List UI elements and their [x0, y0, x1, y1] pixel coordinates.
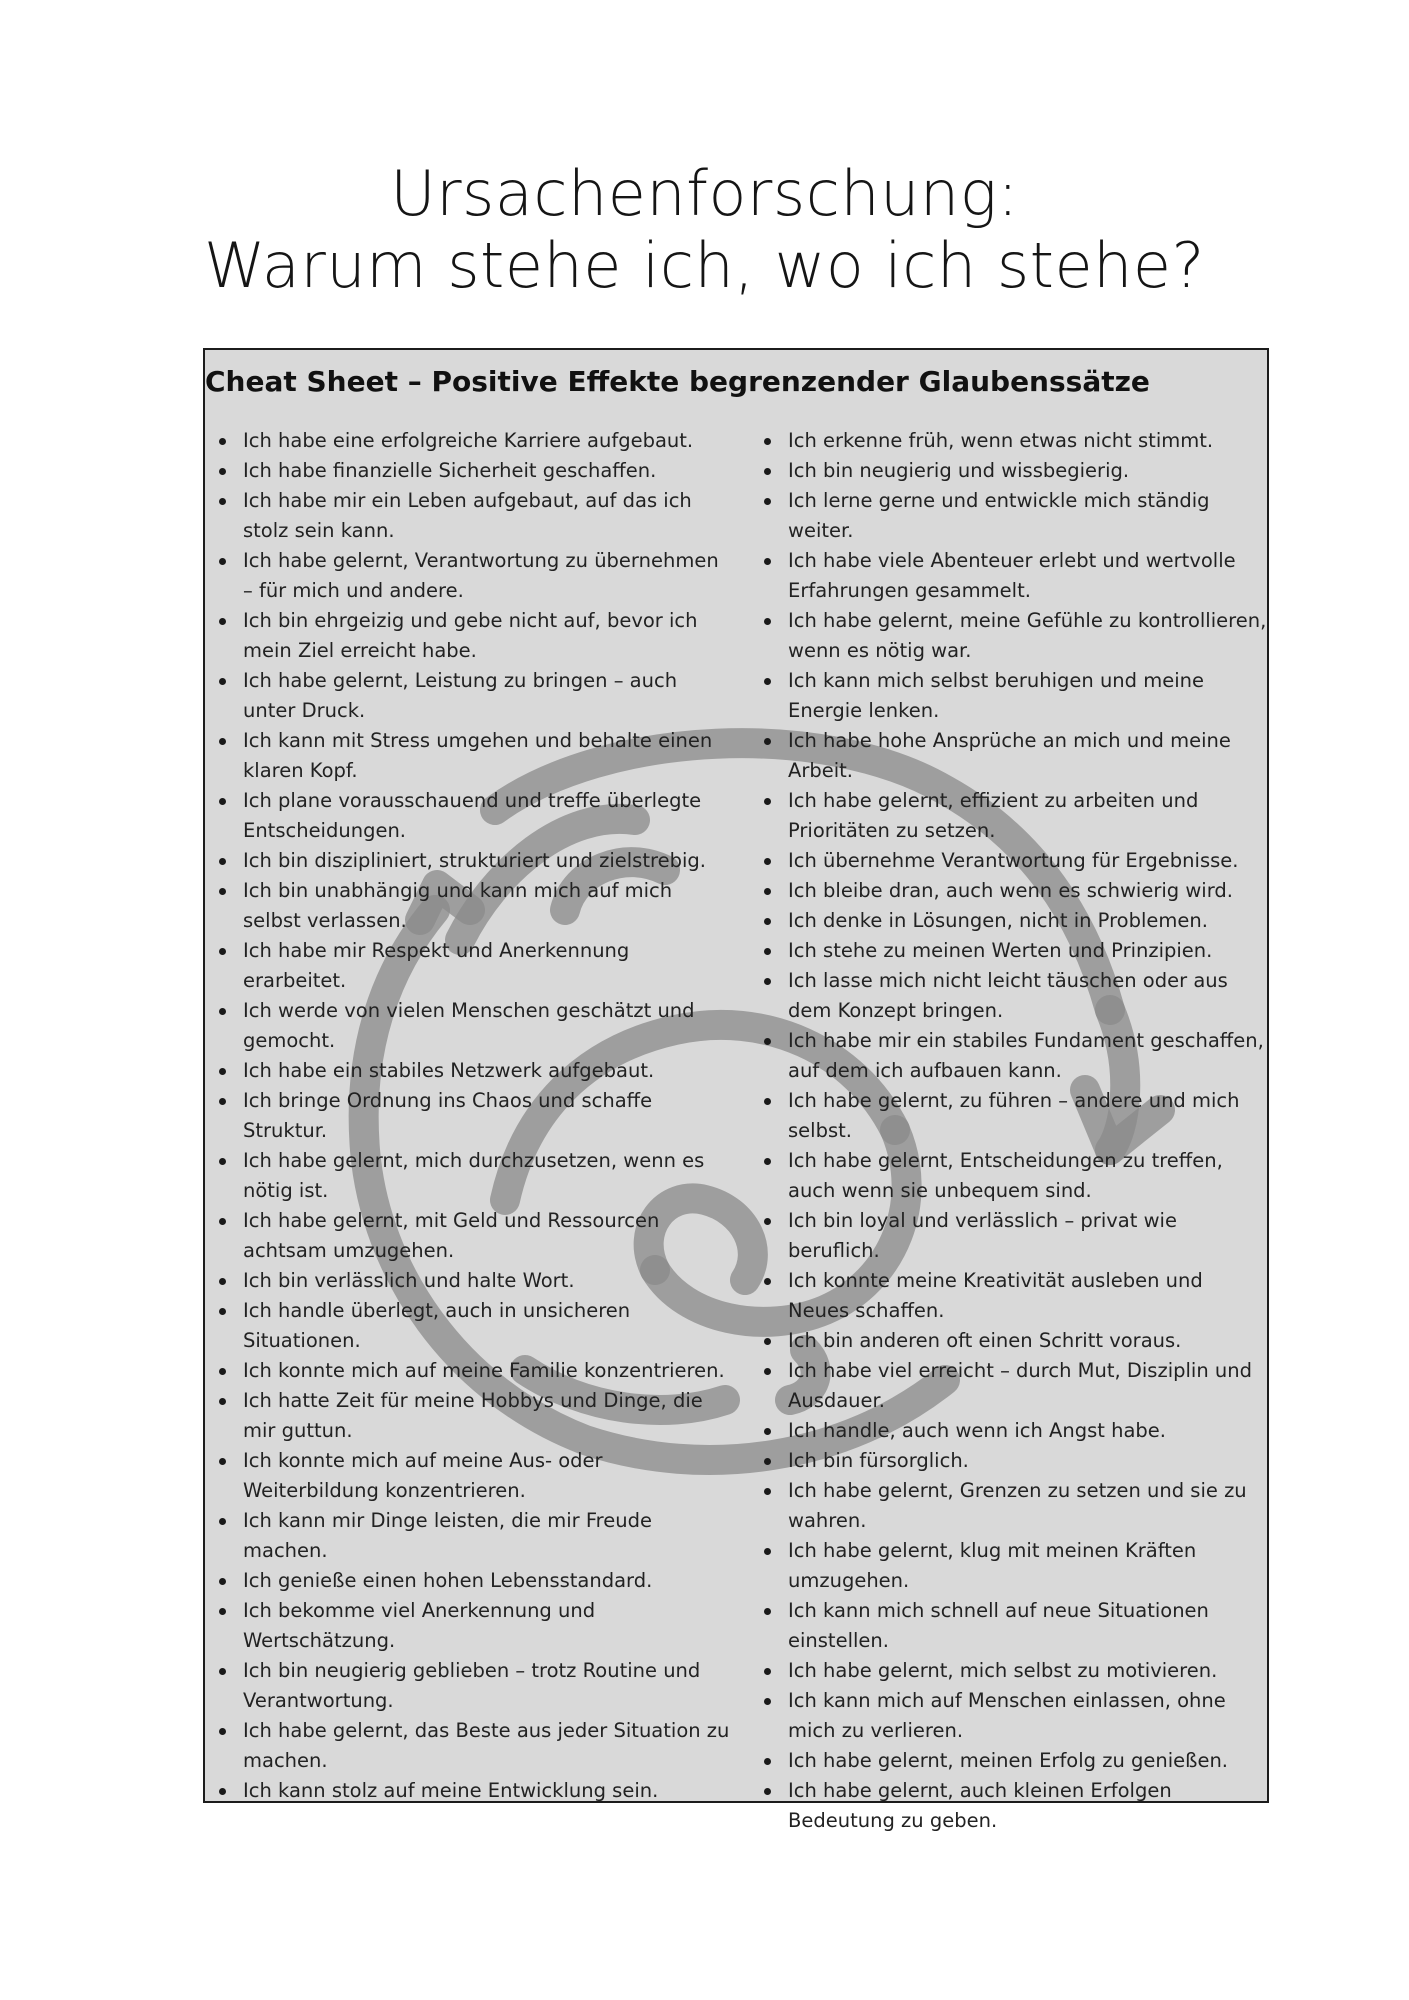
- list-item: Ich habe gelernt, mit Geld und Ressourcen achtsam umzugehen.: [243, 1206, 733, 1266]
- list-item: Ich habe mir ein Leben aufgebaut, auf das ich stolz sein kann.: [243, 486, 733, 546]
- list-item: Ich habe gelernt, klug mit meinen Kräften umzugehen.: [788, 1536, 1268, 1596]
- list-item: Ich konnte mich auf meine Aus- oder Weiterbildung konzentrieren.: [243, 1446, 733, 1506]
- list-item: Ich handle überlegt, auch in unsicheren Situationen.: [243, 1296, 733, 1356]
- list-item: Ich habe gelernt, meine Gefühle zu kontrollieren, wenn es nötig war.: [788, 606, 1268, 666]
- list-item: Ich habe gelernt, Leistung zu bringen – auch unter Druck.: [243, 666, 733, 726]
- list-item: Ich habe mir Respekt und Anerkennung erarbeitet.: [243, 936, 733, 996]
- list-item: Ich habe gelernt, Grenzen zu setzen und sie zu wahren.: [788, 1476, 1268, 1536]
- list-item: Ich kann mir Dinge leisten, die mir Freude machen.: [243, 1506, 733, 1566]
- list-item: Ich bin loyal und verlässlich – privat wie beruflich.: [788, 1206, 1268, 1266]
- list-item: Ich bin neugierig und wissbegierig.: [788, 456, 1268, 486]
- list-item: Ich lasse mich nicht leicht täuschen oder aus dem Konzept bringen.: [788, 966, 1268, 1026]
- left-benefit-list: [243, 426, 733, 1806]
- list-item: Ich bin diszipliniert, strukturiert und zielstrebig.: [243, 846, 733, 876]
- list-item: Ich kann stolz auf meine Entwicklung sein.: [243, 1776, 733, 1806]
- list-item: Ich habe gelernt, meinen Erfolg zu genießen.: [788, 1746, 1268, 1776]
- list-item: Ich denke in Lösungen, nicht in Problemen.: [788, 906, 1268, 936]
- list-item: Ich hatte Zeit für meine Hobbys und Dinge, die mir guttun.: [243, 1386, 733, 1446]
- list-item: Ich habe mir ein stabiles Fundament geschaffen, auf dem ich aufbauen kann.: [788, 1026, 1268, 1086]
- list-item: Ich genieße einen hohen Lebensstandard.: [243, 1566, 733, 1596]
- list-item: Ich kann mich selbst beruhigen und meine Energie lenken.: [788, 666, 1268, 726]
- list-item: Ich bin unabhängig und kann mich auf mich selbst verlassen.: [243, 876, 733, 936]
- list-item: Ich übernehme Verantwortung für Ergebnisse.: [788, 846, 1268, 876]
- list-item: Ich handle, auch wenn ich Angst habe.: [788, 1416, 1268, 1446]
- list-item: Ich habe viele Abenteuer erlebt und wertvolle Erfahrungen gesammelt.: [788, 546, 1268, 606]
- list-item: Ich konnte mich auf meine Familie konzentrieren.: [243, 1356, 733, 1386]
- list-item: Ich bin fürsorglich.: [788, 1446, 1268, 1476]
- list-item: Ich habe gelernt, auch kleinen Erfolgen Bedeutung zu geben.: [788, 1776, 1268, 1836]
- list-item: Ich habe finanzielle Sicherheit geschaffen.: [243, 456, 733, 486]
- list-item: Ich habe gelernt, effizient zu arbeiten und Prioritäten zu setzen.: [788, 786, 1268, 846]
- list-item: Ich habe gelernt, das Beste aus jeder Situation zu machen.: [243, 1716, 733, 1776]
- list-item: Ich habe gelernt, zu führen – andere und mich selbst.: [788, 1086, 1268, 1146]
- list-item: Ich bin anderen oft einen Schritt voraus.: [788, 1326, 1268, 1356]
- list-item: Ich bekomme viel Anerkennung und Wertschätzung.: [243, 1596, 733, 1656]
- list-item: Ich habe gelernt, mich selbst zu motivieren.: [788, 1656, 1268, 1686]
- list-item: Ich habe viel erreicht – durch Mut, Disziplin und Ausdauer.: [788, 1356, 1268, 1416]
- list-item: Ich bringe Ordnung ins Chaos und schaffe Struktur.: [243, 1086, 733, 1146]
- sheet-heading: Cheat Sheet – Positive Effekte begrenzender Glaubenssätze: [205, 365, 1150, 398]
- list-item: Ich kann mich schnell auf neue Situationen einstellen.: [788, 1596, 1268, 1656]
- list-item: Ich lerne gerne und entwickle mich ständig weiter.: [788, 486, 1268, 546]
- list-item: Ich habe gelernt, mich durchzusetzen, wenn es nötig ist.: [243, 1146, 733, 1206]
- list-item: Ich kann mit Stress umgehen und behalte einen klaren Kopf.: [243, 726, 733, 786]
- list-item: Ich bleibe dran, auch wenn es schwierig wird.: [788, 876, 1268, 906]
- list-item: Ich habe gelernt, Verantwortung zu übernehmen – für mich und andere.: [243, 546, 733, 606]
- list-item: Ich bin ehrgeizig und gebe nicht auf, bevor ich mein Ziel erreicht habe.: [243, 606, 733, 666]
- list-item: Ich bin verlässlich und halte Wort.: [243, 1266, 733, 1296]
- page-title-line-1: Ursachenforschung:: [390, 157, 1019, 230]
- list-item: Ich plane vorausschauend und treffe überlegte Entscheidungen.: [243, 786, 733, 846]
- list-item: Ich konnte meine Kreativität ausleben und Neues schaffen.: [788, 1266, 1268, 1326]
- list-item: Ich bin neugierig geblieben – trotz Routine und Verantwortung.: [243, 1656, 733, 1716]
- list-item: Ich erkenne früh, wenn etwas nicht stimmt.: [788, 426, 1268, 456]
- list-item: Ich habe eine erfolgreiche Karriere aufgebaut.: [243, 426, 733, 456]
- list-item: Ich werde von vielen Menschen geschätzt und gemocht.: [243, 996, 733, 1056]
- list-item: Ich kann mich auf Menschen einlassen, ohne mich zu verlieren.: [788, 1686, 1268, 1746]
- list-item: Ich habe ein stabiles Netzwerk aufgebaut.: [243, 1056, 733, 1086]
- list-item: Ich habe gelernt, Entscheidungen zu treffen, auch wenn sie unbequem sind.: [788, 1146, 1268, 1206]
- page-title-line-2: Warum stehe ich, wo ich stehe?: [204, 229, 1205, 302]
- list-item: Ich stehe zu meinen Werten und Prinzipien.: [788, 936, 1268, 966]
- cheat-sheet-box: [203, 348, 1269, 1832]
- right-benefit-list: [788, 426, 1268, 1836]
- list-item: Ich habe hohe Ansprüche an mich und meine Arbeit.: [788, 726, 1268, 786]
